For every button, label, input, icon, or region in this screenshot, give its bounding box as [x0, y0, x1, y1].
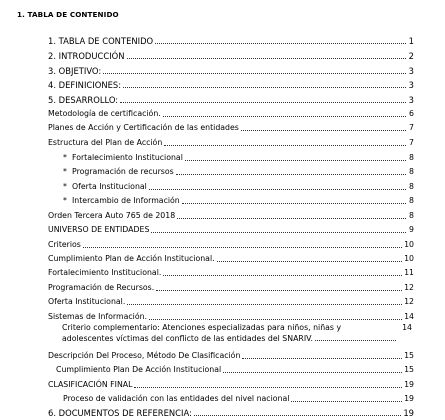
toc-entry[interactable]: [48, 94, 414, 106]
dot-leader: [163, 115, 406, 117]
dot-leader: [103, 72, 406, 74]
toc-entry-text: Programación de Recursos.: [48, 283, 155, 292]
toc-page-number: 8: [409, 182, 414, 191]
toc-entry[interactable]: [48, 224, 414, 236]
dot-leader: [149, 318, 402, 320]
dot-leader: [151, 231, 406, 233]
toc-page-number: 10: [404, 240, 414, 249]
toc-entry-text: Fortalecimiento Institucional: [72, 153, 183, 162]
toc-page-number: 3: [408, 80, 414, 90]
toc-page-number: 19: [404, 394, 414, 403]
toc-entry-text: UNIVERSO DE ENTIDADES: [48, 225, 150, 234]
dot-leader: [185, 159, 406, 161]
toc-entry[interactable]: [63, 195, 414, 207]
dot-leader: [217, 260, 402, 262]
toc-heading: 1. TABLA DE CONTENIDO: [17, 10, 119, 19]
toc-entry-text: Estructura del Plan de Acción: [48, 138, 163, 147]
dot-leader: [182, 202, 406, 204]
toc-entry[interactable]: [48, 108, 414, 120]
toc-entry-text: Intercambio de Información: [72, 196, 180, 205]
toc-page-number: 15: [404, 365, 414, 374]
dot-leader: [164, 144, 406, 146]
dot-leader: [127, 303, 402, 305]
toc-entry[interactable]: [48, 267, 414, 279]
toc-entry-text: Descripción Del Proceso, Método De Clasificación: [48, 351, 241, 360]
toc-entry-text: 5. DESARROLLO:: [48, 95, 119, 105]
dot-leader: [241, 129, 406, 131]
dot-leader: [149, 188, 406, 190]
toc-entry[interactable]: [63, 393, 414, 405]
toc-page-number: 1: [408, 36, 414, 46]
toc-entry[interactable]: [63, 181, 414, 193]
toc-entry[interactable]: [48, 253, 414, 265]
toc-page-number: 2: [408, 51, 414, 61]
toc-page-number: 19: [403, 408, 414, 418]
toc-page-number: 14: [402, 323, 412, 332]
toc-entry[interactable]: [48, 296, 414, 308]
toc-page-number: 7: [409, 138, 414, 147]
dot-leader: [223, 371, 402, 373]
toc-entry[interactable]: [56, 364, 414, 376]
toc-entry[interactable]: [48, 35, 414, 47]
toc-entry[interactable]: [48, 79, 414, 91]
toc-entry[interactable]: [48, 350, 414, 362]
toc-entry-text: Proceso de validación con las entidades del nivel nacional: [63, 394, 290, 403]
toc-entry-multiline[interactable]: [62, 323, 412, 344]
toc-entry-text: CLASIFICACIÓN FINAL: [48, 380, 133, 389]
toc-entry-text: 1. TABLA DE CONTENIDO: [48, 36, 154, 46]
dot-leader: [177, 217, 406, 219]
toc-entry-text: 2. INTRODUCCIÓN: [48, 51, 125, 61]
toc-page-number: 6: [409, 109, 414, 118]
bullet-mark: *: [63, 182, 67, 191]
toc-page-number: 10: [404, 254, 414, 263]
toc-entry[interactable]: [48, 137, 414, 149]
toc-entry[interactable]: [48, 239, 414, 251]
toc-entry-text: Orden Tercera Auto 765 de 2018: [48, 211, 176, 220]
toc-entry[interactable]: [63, 166, 414, 178]
toc-entry-text: Programación de recursos: [72, 167, 174, 176]
toc-page-number: 7: [409, 123, 414, 132]
toc-entry-text-line2: adolescentes víctimas del conflicto de las entidades del SNARIV.: [62, 333, 313, 343]
toc-entry[interactable]: [48, 379, 414, 391]
dot-leader: [134, 386, 402, 388]
toc-entry[interactable]: [48, 65, 414, 77]
toc-entry-text: 4. DEFINICIONES:: [48, 80, 122, 90]
toc-entry-text: Cumplimiento Plan de Acción Institucional.: [48, 254, 215, 263]
dot-leader: [155, 42, 406, 44]
toc-page-number: 12: [404, 283, 414, 292]
bullet-mark: *: [63, 196, 67, 205]
toc-page-number: 8: [409, 211, 414, 220]
toc-page-number: 3: [408, 95, 414, 105]
dot-leader: [163, 274, 402, 276]
toc-entry[interactable]: [48, 311, 414, 323]
toc-page-number: 14: [404, 312, 414, 321]
toc-page-number: 11: [404, 268, 414, 277]
dot-leader: [123, 86, 406, 88]
toc-page-number: 15: [404, 351, 414, 360]
bullet-mark: *: [63, 153, 67, 162]
dot-leader: [291, 400, 402, 402]
toc-entry[interactable]: [48, 210, 414, 222]
toc-entry-text: Oferta Institucional.: [48, 297, 126, 306]
toc-entry[interactable]: [48, 50, 414, 62]
toc-page-number: 9: [409, 225, 414, 234]
toc-page-number: 12: [404, 297, 414, 306]
toc-page-number: 8: [409, 167, 414, 176]
toc-entry[interactable]: [48, 122, 414, 134]
toc-entry-text: Planes de Acción y Certificación de las entidades: [48, 123, 239, 132]
toc-entry-text: Criterios: [48, 240, 81, 249]
toc-entry[interactable]: [48, 407, 414, 419]
dot-leader: [120, 101, 406, 103]
dot-leader: [176, 173, 406, 175]
toc-page-number: 19: [404, 380, 414, 389]
dot-leader: [315, 339, 396, 341]
toc-entry-text: Metodología de certificación.: [48, 109, 161, 118]
toc-entry-text: Oferta Institucional: [72, 182, 147, 191]
dot-leader: [156, 289, 402, 291]
toc-page-number: 8: [409, 196, 414, 205]
toc-entry[interactable]: [48, 282, 414, 294]
toc-entry-text: Cumplimiento Plan De Acción Institucional: [56, 365, 222, 374]
dot-leader: [83, 246, 402, 248]
dot-leader: [127, 57, 406, 59]
toc-entry-text: 6. DOCUMENTOS DE REFERENCIA:: [48, 408, 192, 418]
bullet-mark: *: [63, 167, 67, 176]
dot-leader: [242, 357, 402, 359]
toc-page-number: 3: [408, 66, 414, 76]
toc-entry[interactable]: [63, 152, 414, 164]
dot-leader: [194, 414, 401, 416]
toc-entry-text: Sistemas de Información.: [48, 312, 148, 321]
toc-entry-text: 3. OBJETIVO:: [48, 66, 102, 76]
toc-entry-text: Fortalecimiento Institucional.: [48, 268, 162, 277]
toc-page-number: 8: [409, 153, 414, 162]
toc-entry-text-line1: Criterio complementario: Atenciones especializadas para niños, niñas y: [62, 323, 342, 332]
